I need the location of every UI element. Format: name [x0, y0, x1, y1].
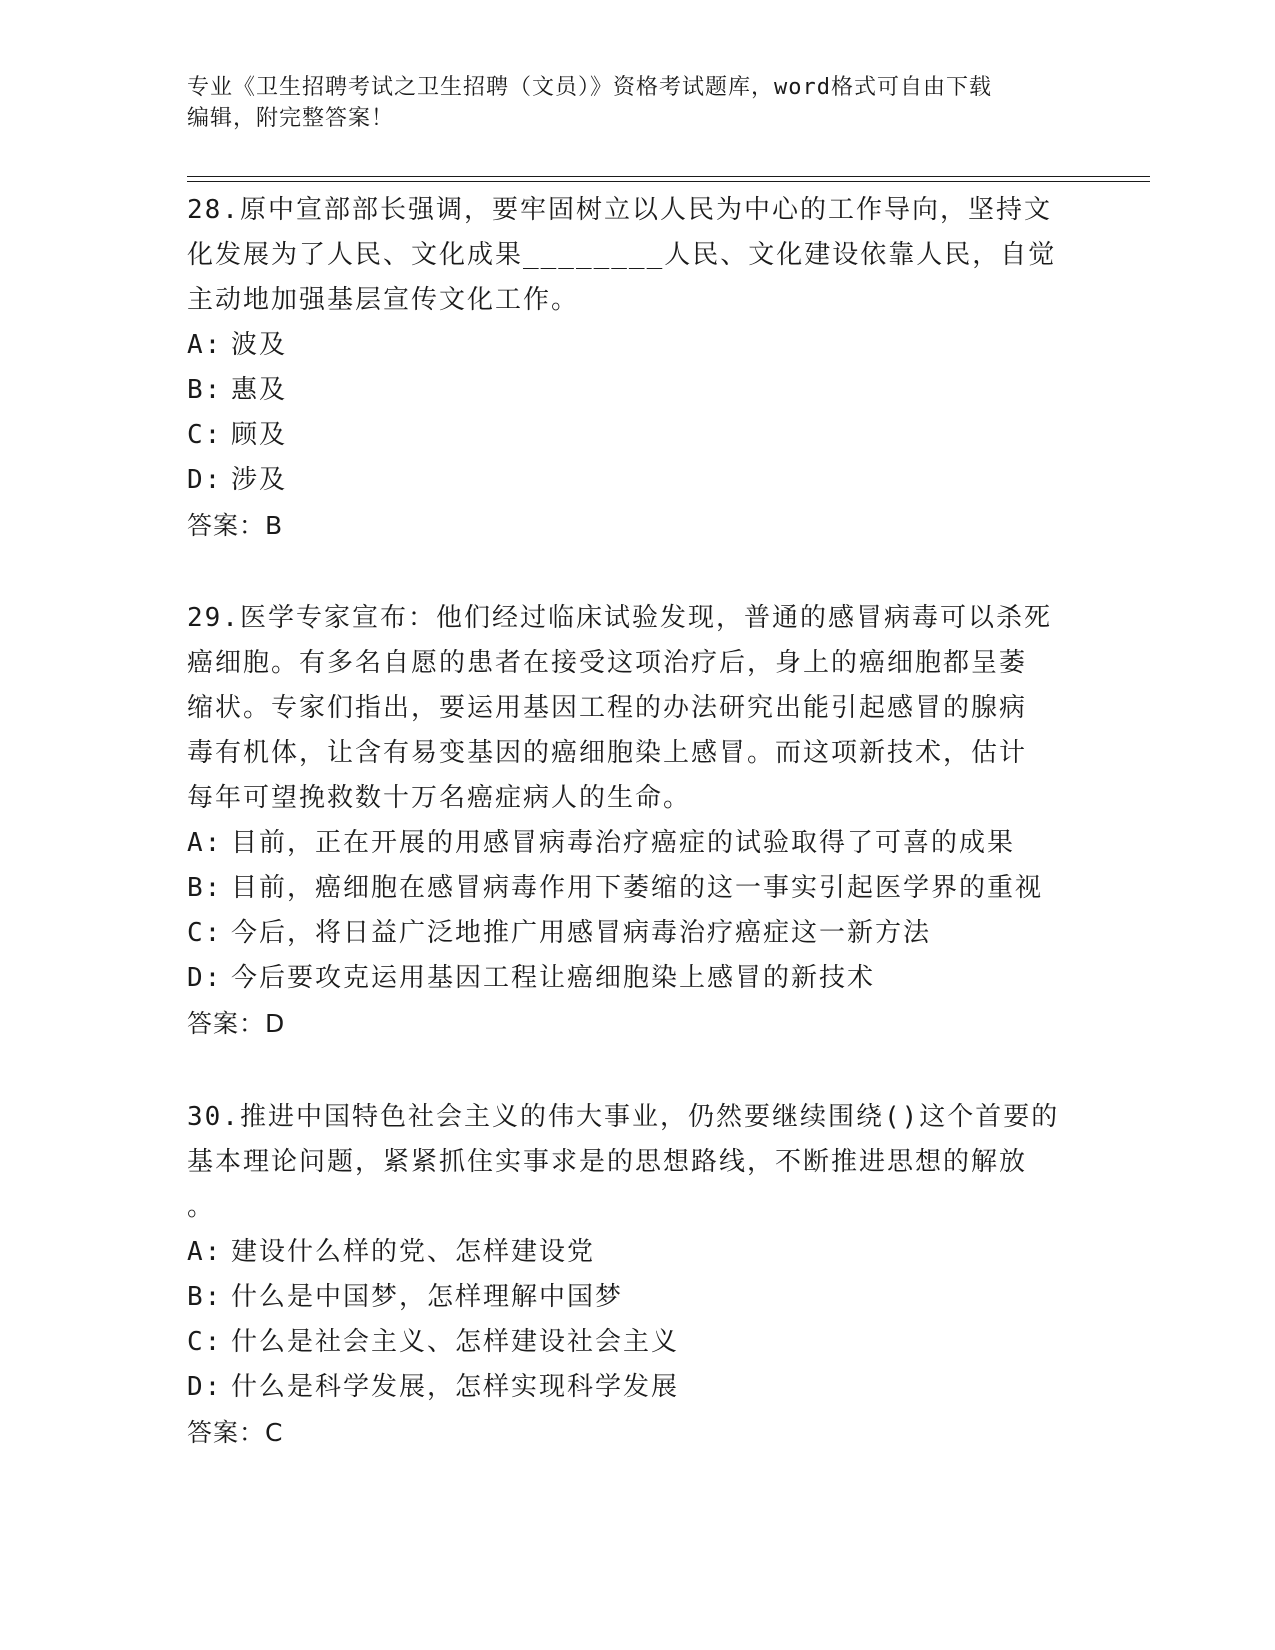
- option-key: D:: [187, 465, 223, 495]
- option-d: [187, 1365, 1067, 1410]
- option-text: 什么是中国梦，怎样理解中国梦: [231, 1282, 624, 1312]
- question-stem: [187, 188, 1067, 323]
- option-text: 波及: [231, 330, 288, 360]
- stem-line: 癌细胞。有多名自愿的患者在接受这项治疗后，身上的癌细胞都呈萎: [187, 648, 1028, 678]
- option-text: 目前，正在开展的用感冒病毒治疗癌症的试验取得了可喜的成果: [231, 828, 1016, 858]
- option-key: A:: [187, 330, 223, 360]
- option-a: [187, 323, 1067, 368]
- question-28: [187, 188, 1067, 548]
- header-line-2: 编辑，附完整答案！: [187, 106, 395, 131]
- answer-label: 答案：B: [187, 511, 284, 540]
- header-line-1: 专业《卫生招聘考试之卫生招聘（文员）》资格考试题库，word格式可自由下载: [187, 75, 992, 100]
- stem-line: 毒有机体，让含有易变基因的癌细胞染上感冒。而这项新技术，估计: [187, 738, 1028, 768]
- answer-label: 答案：D: [187, 1009, 286, 1038]
- stem-line: 30.推进中国特色社会主义的伟大事业，仍然要继续围绕()这个首要的: [187, 1102, 1060, 1132]
- stem-line: 每年可望挽救数十万名癌症病人的生命。: [187, 783, 692, 813]
- option-text: 惠及: [231, 375, 288, 405]
- question-stem: [187, 596, 1067, 821]
- option-text: 涉及: [231, 465, 288, 495]
- option-d: [187, 458, 1067, 503]
- option-text: 什么是社会主义、怎样建设社会主义: [231, 1327, 680, 1357]
- option-key: B:: [187, 1282, 223, 1312]
- option-text: 什么是科学发展，怎样实现科学发展: [231, 1372, 680, 1402]
- answer-label: 答案：C: [187, 1418, 284, 1447]
- header-divider-top: [187, 176, 1150, 177]
- option-a: [187, 821, 1067, 866]
- stem-line: 29.医学专家宣布：他们经过临床试验发现，普通的感冒病毒可以杀死: [187, 603, 1052, 633]
- option-c: [187, 1320, 1067, 1365]
- option-key: D:: [187, 1372, 223, 1402]
- stem-line: 主动地加强基层宣传文化工作。: [187, 285, 580, 315]
- option-key: C:: [187, 1327, 223, 1357]
- stem-line: 。: [187, 1192, 216, 1222]
- question-30: [187, 1095, 1067, 1455]
- stem-line: 28.原中宣部部长强调，要牢固树立以人民为中心的工作导向，坚持文: [187, 195, 1052, 225]
- question-29: [187, 596, 1067, 1046]
- option-b: [187, 368, 1067, 413]
- header-divider-bottom: [187, 181, 1150, 182]
- option-key: A:: [187, 828, 223, 858]
- option-b: [187, 866, 1067, 911]
- option-text: 今后，将日益广泛地推广用感冒病毒治疗癌症这一新方法: [231, 918, 932, 948]
- option-text: 顾及: [231, 420, 288, 450]
- option-text: 建设什么样的党、怎样建设党: [231, 1237, 596, 1267]
- option-text: 目前，癌细胞在感冒病毒作用下萎缩的这一事实引起医学界的重视: [231, 873, 1044, 903]
- stem-line: 化发展为了人民、文化成果________人民、文化建设依靠人民，自觉: [187, 240, 1057, 270]
- option-a: [187, 1230, 1067, 1275]
- option-key: C:: [187, 420, 223, 450]
- option-key: A:: [187, 1237, 223, 1267]
- document-header: [187, 72, 1067, 134]
- option-key: B:: [187, 375, 223, 405]
- option-text: 今后要攻克运用基因工程让癌细胞染上感冒的新技术: [231, 963, 876, 993]
- option-c: [187, 413, 1067, 458]
- option-key: B:: [187, 873, 223, 903]
- option-key: C:: [187, 918, 223, 948]
- stem-line: 缩状。专家们指出，要运用基因工程的办法研究出能引起感冒的腺病: [187, 693, 1028, 723]
- option-d: [187, 956, 1067, 1001]
- question-stem: [187, 1095, 1067, 1230]
- option-c: [187, 911, 1067, 956]
- option-key: D:: [187, 963, 223, 993]
- option-b: [187, 1275, 1067, 1320]
- stem-line: 基本理论问题，紧紧抓住实事求是的思想路线，不断推进思想的解放: [187, 1147, 1028, 1177]
